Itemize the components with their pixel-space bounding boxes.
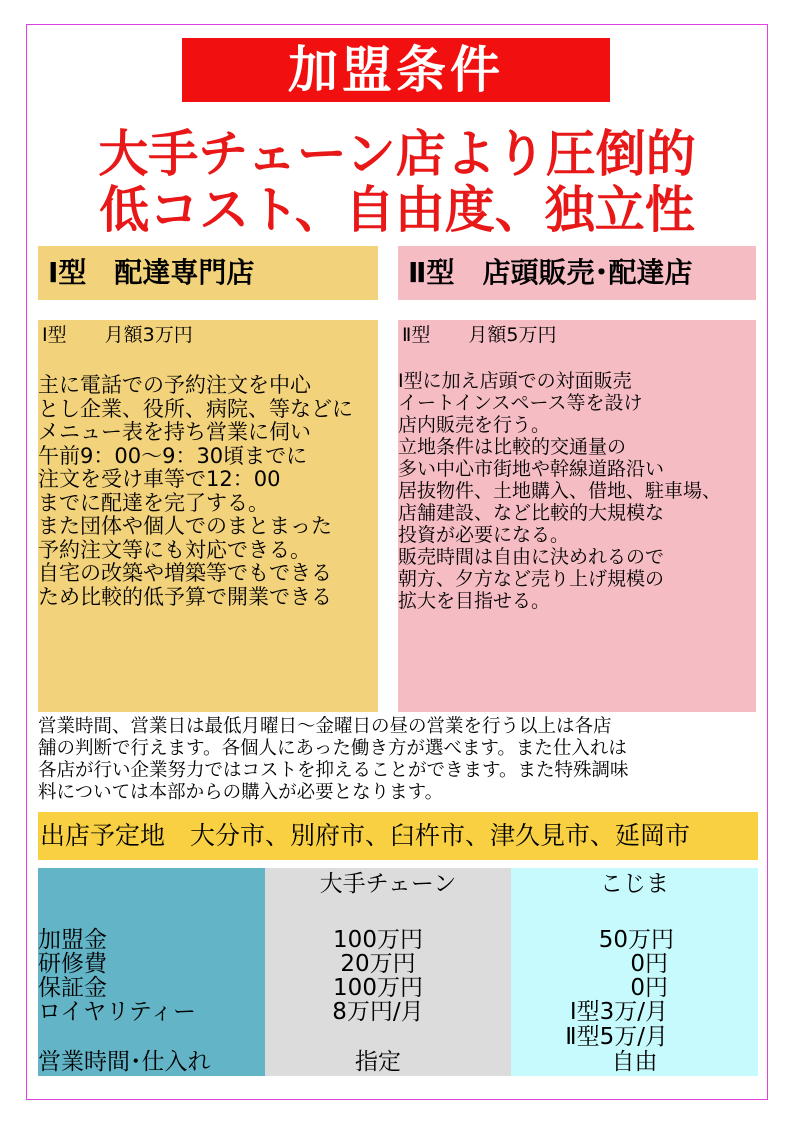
plan-b-line: 店内販売を行う。: [398, 414, 551, 436]
plan-a-line: 午前9：00～9：30頃までに: [38, 443, 308, 468]
row-label-deposit: 保証金: [38, 975, 107, 1001]
plan-b-line: イートインスペース等を設け: [398, 392, 643, 414]
chain-hours-supply: 指定: [355, 1049, 401, 1075]
row-label-training-fee: 研修費: [38, 951, 107, 977]
plan-a-line: メニュー表を持ち営業に伺い: [38, 420, 311, 444]
note-line: 営業時間、営業日は最低月曜日～金曜日の昼の営業を行う以上は各店: [38, 716, 612, 737]
row-label-franchise-fee: 加盟金: [38, 927, 107, 953]
plan-b-line: Ⅰ型に加え店頭での対面販売: [398, 370, 632, 392]
headline-line-1: 大手チェーン店より圧倒的: [98, 125, 696, 183]
chain-royalty: 8万円/月: [332, 999, 424, 1025]
plan-a-line: また団体や個人でのまとまった: [38, 514, 332, 538]
plan-a-line: 注文を受け車等で12：00: [38, 467, 281, 491]
plan-a-heading: Ⅰ型 配達専門店: [38, 246, 378, 300]
plan-b-line: 居抜物件、土地購入、借地、駐車場、: [398, 480, 722, 502]
plan-a-line: 自宅の改築や増築等でもできる: [38, 561, 332, 585]
plan-b-line: 拡大を目指せる。: [398, 590, 551, 612]
kojima-franchise-fee: 50万円: [598, 927, 674, 953]
headline-line-2: 低コスト、自由度、独立性: [99, 181, 695, 239]
plan-a-line: 主に電話での予約注文を中心: [38, 373, 311, 397]
comparison-chain-column: [265, 868, 511, 1076]
comparison-kojima-column: [511, 868, 758, 1076]
plan-b-line: 販売時間は自由に決めれるので: [398, 546, 665, 568]
plan-b-line: 多い中心市街地や幹線道路沿い: [398, 458, 665, 480]
note-line: 料については本部からの購入が必要となります。: [38, 782, 444, 803]
plan-a-line: までに配達を完了する。: [38, 490, 269, 515]
column-header-kojima: こじま: [600, 871, 669, 897]
planned-locations: 出店予定地 大分市、別府市、臼杵市、津久見市、延岡市: [38, 812, 758, 860]
plan-a-line: とし企業、役所、病院、等などに: [38, 396, 353, 421]
plan-b-fee: Ⅱ型 月額5万円: [402, 324, 557, 346]
chain-franchise-fee: 100万円: [333, 927, 423, 953]
row-label-hours-supply: 営業時間･仕入れ: [38, 1049, 211, 1075]
plan-b-line: 朝方、夕方など売り上げ規模の: [398, 568, 665, 590]
kojima-hours-supply: 自由: [611, 1049, 658, 1075]
business-note: [38, 716, 758, 804]
kojima-training-fee: 0円: [630, 951, 668, 977]
note-line: 舗の判断で行えます。各個人にあった働き方が選べます。また仕入れは: [38, 738, 627, 759]
note-line: 各店が行い企業努力ではコストを抑えることができます。また特殊調味: [38, 760, 629, 781]
chain-deposit: 100万円: [333, 975, 423, 1001]
page-title: 加盟条件: [182, 38, 610, 102]
plan-b-line: 店舗建設、など比較的大規模な: [398, 502, 665, 524]
plan-a-box: [38, 320, 378, 712]
kojima-royalty-type-1: Ⅰ型3万/月: [569, 999, 668, 1025]
row-label-royalty: ロイヤリティー: [38, 999, 197, 1025]
plan-b-box: [398, 320, 756, 712]
kojima-royalty-type-2: Ⅱ型5万/月: [565, 1024, 668, 1050]
plan-b-line: 投資が必要になる。: [398, 524, 570, 546]
comparison-label-column: [38, 868, 265, 1076]
plan-a-line: ため比較的低予算で開業できる: [38, 584, 332, 609]
plan-b-line: 立地条件は比較的交通量の: [398, 436, 627, 458]
column-header-chain: 大手チェーン: [319, 871, 457, 897]
plan-a-fee: Ⅰ型 月額3万円: [42, 324, 193, 346]
kojima-deposit: 0円: [630, 975, 668, 1001]
plan-b-heading: Ⅱ型 店頭販売･配達店: [398, 246, 756, 300]
chain-training-fee: 20万円: [340, 951, 416, 977]
plan-a-line: 予約注文等にも対応できる。: [38, 537, 311, 562]
